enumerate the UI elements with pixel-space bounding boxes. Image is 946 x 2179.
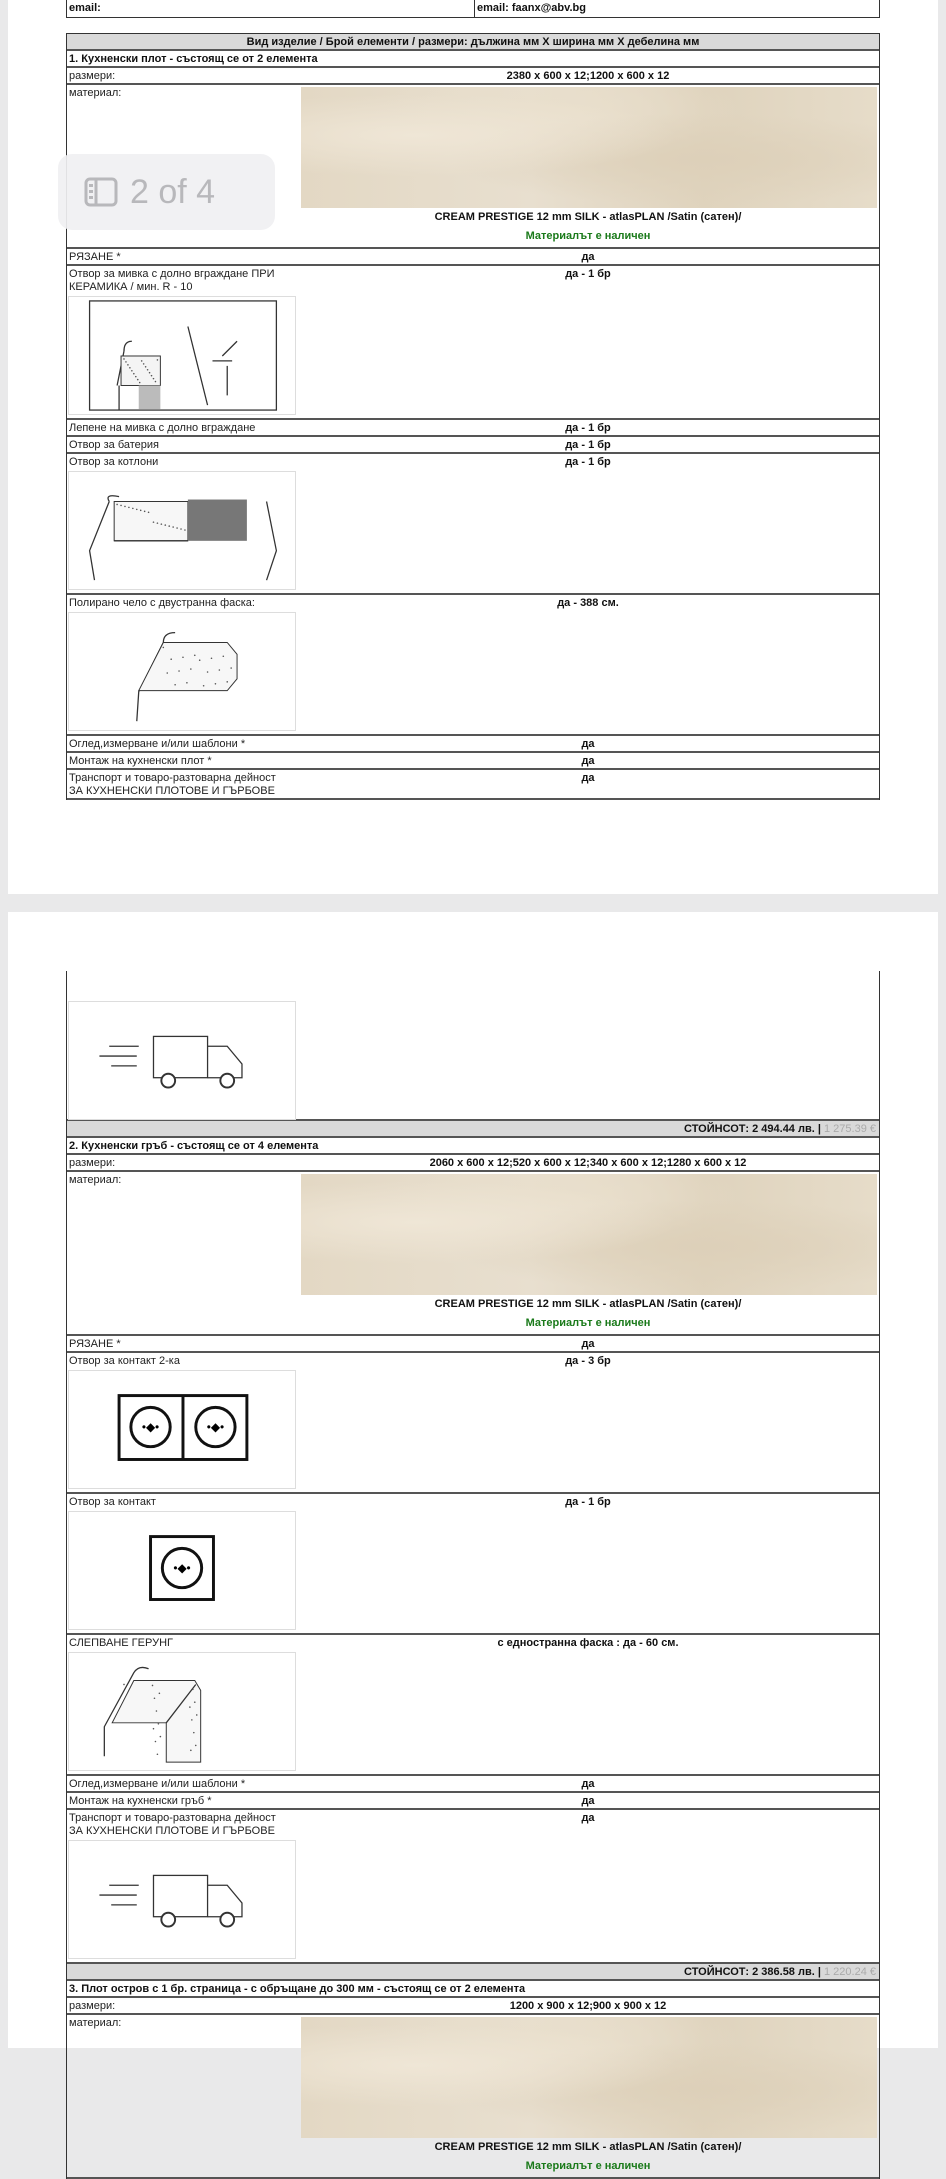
double-socket-icon [68, 1370, 296, 1489]
row-label: размери: [69, 2000, 116, 2012]
contact-row [66, 0, 880, 18]
table-row-kv [67, 68, 879, 85]
subtotal-bgn: 2 386.58 лв. [752, 1966, 815, 1978]
sink-undermount-icon [68, 296, 296, 415]
table-row-kv [67, 1635, 879, 1776]
row-label: Транспорт и товаро-разтоварна дейност ЗА КУХНЕНСКИ ПЛОТОВЕ И ГЪРБОВЕ [69, 1812, 276, 1837]
row-value: да [581, 1795, 595, 1807]
table-row-kv [67, 1336, 879, 1353]
row-label: Отвор за мивка с долно вграждане ПРИ КЕРАМИКА / мин. R - 10 [69, 268, 275, 293]
row-value: да [581, 1338, 595, 1350]
email-value: email: faanx@abv.bg [477, 2, 586, 14]
row-label: РЯЗАНЕ * [69, 1338, 121, 1350]
subtotal-eur: 1 220.24 € [824, 1966, 876, 1978]
row-value: 1200 x 900 x 12;900 x 900 x 12 [509, 2000, 667, 2012]
subtotal-separator: | [817, 1966, 821, 1978]
table-row-kv [67, 420, 879, 437]
material-swatch-image [301, 1174, 877, 1295]
material-status: Материалът е наличен [525, 230, 651, 242]
row-value: да - 1 бр [565, 456, 611, 468]
quote-table [66, 33, 880, 800]
row-value: да [581, 755, 595, 767]
row-label: Отвор за батерия [69, 439, 159, 451]
subtotal-bgn: 2 494.44 лв. [752, 1123, 815, 1135]
row-value: с едностранна фаска : да - 60 см. [497, 1637, 679, 1649]
row-label: Монтаж на кухненски плот * [69, 755, 212, 767]
subtotal-label: СТОЙНСОТ: [684, 1123, 750, 1135]
table-row-material [67, 1172, 879, 1336]
table-row-title: 2. Кухненски гръб - състоящ се от 4 елемента [67, 1138, 879, 1155]
row-label: Отвор за контакт 2-ка [69, 1355, 180, 1367]
table-row-kv [67, 1793, 879, 1810]
table-row-header: Вид изделие / Брой елементи / размери: дължина мм Х ширина мм Х дебелина мм [67, 34, 879, 51]
material-label: материал: [69, 2017, 122, 2029]
row-label: размери: [69, 70, 116, 82]
row-value: да [581, 1778, 595, 1790]
table-row-kv [67, 770, 879, 800]
material-swatch-image [301, 2017, 877, 2138]
row-label: Монтаж на кухненски гръб * [69, 1795, 212, 1807]
truck-icon [68, 1840, 296, 1959]
material-name: CREAM PRESTIGE 12 mm SILK - atlasPLAN /Satin (сатен)/ [434, 211, 742, 223]
material-status: Материалът е наличен [525, 2160, 651, 2172]
row-value: да - 1 бр [565, 422, 611, 434]
table-row-title: 1. Кухненски плот - състоящ се от 2 елемента [67, 51, 879, 68]
table-row-kv [67, 266, 879, 420]
table-row-kv [67, 437, 879, 454]
row-label: Полирано чело с двустранна фаска: [69, 597, 255, 609]
cooktop-icon [68, 471, 296, 590]
polished-edge-icon [68, 612, 296, 731]
table-row-kv [67, 736, 879, 753]
material-label: материал: [69, 1174, 122, 1186]
row-value: да - 3 бр [565, 1355, 611, 1367]
row-value: да [581, 1812, 595, 1824]
table-row-image-only [67, 971, 879, 1121]
row-value: да [581, 251, 595, 263]
table-row-subtotal [67, 1964, 879, 1981]
material-name: CREAM PRESTIGE 12 mm SILK - atlasPLAN /Satin (сатен)/ [434, 1298, 742, 1310]
row-value: да [581, 772, 595, 784]
table-row-material [67, 2015, 879, 2179]
row-label: Отвор за контакт [69, 1496, 156, 1508]
miter-joint-icon [68, 1652, 296, 1771]
email-label-left: email: [67, 0, 475, 17]
table-row-kv [67, 1810, 879, 1964]
socket-icon [68, 1511, 296, 1630]
row-value: да - 1 бр [565, 268, 611, 280]
material-swatch-image [301, 87, 877, 208]
row-value: да - 1 бр [565, 439, 611, 451]
table-row-kv [67, 1998, 879, 2015]
row-value: да [581, 738, 595, 750]
subtotal-separator: | [817, 1123, 821, 1135]
row-label: Лепене на мивка с долно вграждане [69, 422, 256, 434]
row-value: 2060 x 600 x 12;520 x 600 x 12;340 x 600 x 12;1280 x 600 x 12 [429, 1157, 747, 1169]
table-row-kv [67, 1494, 879, 1635]
material-status: Материалът е наличен [525, 1317, 651, 1329]
table-row-kv [67, 454, 879, 595]
svg-text:•◆•: •◆• [141, 1420, 160, 1434]
table-row-kv [67, 1155, 879, 1172]
document-page-3 [8, 912, 938, 2172]
table-row-kv [67, 249, 879, 266]
svg-text:•◆•: •◆• [173, 1561, 191, 1575]
table-row-kv [67, 595, 879, 736]
table-row-subtotal [67, 1121, 879, 1138]
truck-icon [68, 1001, 296, 1120]
row-label: СЛЕПВАНЕ ГЕРУНГ [69, 1637, 173, 1649]
page-indicator [58, 154, 275, 230]
table-row-title: 3. Плот остров с 1 бр. страница - с обръщане до 300 мм - състоящ се от 2 елемента [67, 1981, 879, 1998]
row-label: Транспорт и товаро-разтоварна дейност ЗА КУХНЕНСКИ ПЛОТОВЕ И ГЪРБОВЕ [69, 772, 276, 797]
svg-text:•◆•: •◆• [206, 1420, 225, 1434]
row-value: да - 388 см. [557, 597, 619, 609]
row-label: Оглед,измерване и/или шаблони * [69, 738, 246, 750]
row-label: РЯЗАНЕ * [69, 251, 121, 263]
subtotal-eur: 1 275.39 € [824, 1123, 876, 1135]
material-label: материал: [69, 87, 122, 99]
table-row-kv [67, 1776, 879, 1793]
material-name: CREAM PRESTIGE 12 mm SILK - atlasPLAN /Satin (сатен)/ [434, 2141, 742, 2153]
row-value: да - 1 бр [565, 1496, 611, 1508]
row-value: 2380 x 600 x 12;1200 x 600 x 12 [506, 70, 670, 82]
row-label: размери: [69, 1157, 116, 1169]
subtotal-label: СТОЙНСОТ: [684, 1966, 750, 1978]
table-row-kv [67, 753, 879, 770]
table-row-kv [67, 1353, 879, 1494]
row-label: Оглед,измерване и/или шаблони * [69, 1778, 246, 1790]
quote-table-continued [66, 971, 880, 2179]
document-page-2 [8, 0, 938, 894]
sidebar-icon [84, 177, 118, 207]
row-label: Отвор за котлони [69, 456, 159, 468]
page-indicator-text: 2 of 4 [130, 172, 216, 211]
